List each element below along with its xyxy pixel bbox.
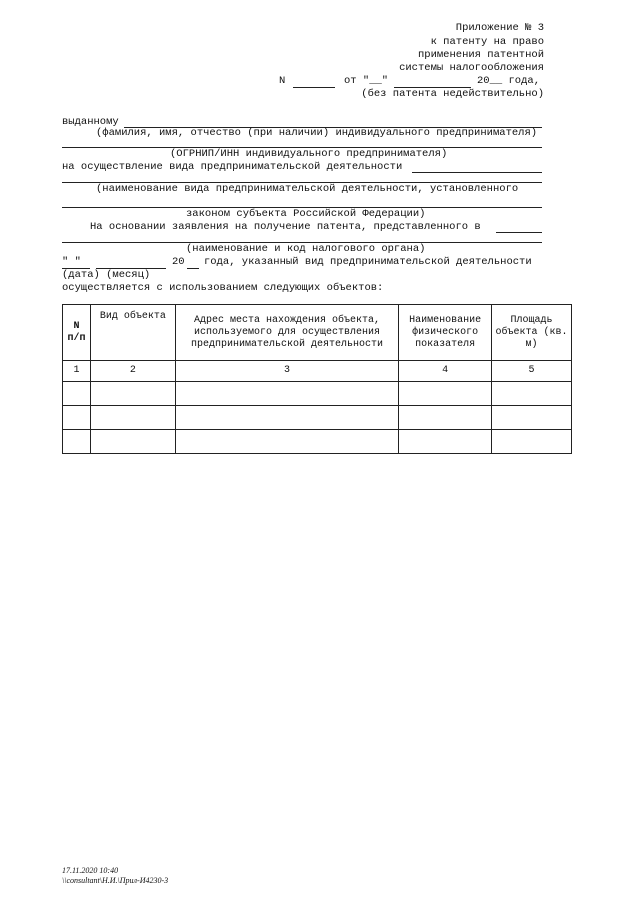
table-cell[interactable] [63,430,91,454]
column-header-object-type: Вид объекта [90,305,175,361]
table-cell[interactable] [175,406,398,430]
patent-number-prefix: N [279,75,286,87]
appendix-title: Приложение № 3 [455,22,544,34]
table-cell[interactable] [492,430,572,454]
patent-number-field[interactable] [293,87,335,88]
table-cell[interactable] [399,406,492,430]
activity-caption: (наименование вида предпринимательской деятельности, установленного [96,183,519,195]
date-caption: (дата) (месяц) [62,269,151,281]
basis-label: На основании заявления на получение патента, представленного в [90,221,481,233]
issued-to-label: выданному [62,116,119,128]
header-line-2: применения патентной [417,49,544,61]
table-cell[interactable] [90,406,175,430]
table-row [63,406,572,430]
column-header-address: Адрес места нахождения объекта, используемого для осуществления предпринимательской деятельности [175,305,398,361]
table-cell[interactable] [63,382,91,406]
header-note: (без патента недействительно) [361,88,544,100]
application-year-suffix: года, указанный вид предпринимательской деятельности [204,256,532,268]
patent-date-day: от "__" [344,75,389,87]
patent-date-year: 20__ года, [477,75,541,87]
table-cell[interactable] [63,406,91,430]
table-cell[interactable] [175,382,398,406]
column-header-physical-indicator: Наименование физического показателя [399,305,492,361]
table-number-row [63,361,572,382]
table-header-row [63,305,572,361]
activity-field[interactable] [412,172,542,173]
column-number-3: 3 [175,361,398,382]
table-cell[interactable] [399,430,492,454]
application-date-day: " " [62,256,81,268]
header-line-3: системы налогообложения [399,62,544,74]
objects-table [62,304,572,454]
column-number-1: 1 [63,361,91,382]
table-cell[interactable] [90,382,175,406]
application-year-prefix: 20 [172,256,185,268]
table-cell[interactable] [399,382,492,406]
fio-caption: (фамилия, имя, отчество (при наличии) индивидуального предпринимателя) [96,127,538,139]
table-cell[interactable] [492,382,572,406]
application-year-field[interactable] [187,268,199,269]
column-header-area: Площадь объекта (кв. м) [492,305,572,361]
column-header-number: N п/п [63,305,91,361]
column-number-5: 5 [492,361,572,382]
header-line-1: к патенту на право [430,36,544,48]
footer-timestamp: 17.11.2020 10:40 [62,866,119,875]
column-number-4: 4 [399,361,492,382]
tax-org-field[interactable] [496,232,542,233]
table-cell[interactable] [90,430,175,454]
column-number-2: 2 [90,361,175,382]
activity-label: на осуществление вида предпринимательской деятельности [62,161,403,173]
law-caption: законом субъекта Российской Федерации) [186,208,426,220]
ogrnip-caption: (ОГРНИП/ИНН индивидуального предпринимателя) [170,148,448,160]
objects-label: осуществляется с использованием следующих объектов: [62,282,384,294]
table-cell[interactable] [175,430,398,454]
table-row [63,382,572,406]
footer-source: \\consultant\Н.И.\Прил-И4230-3 [62,876,169,885]
tax-org-caption: (наименование и код налогового органа) [186,243,426,255]
table-row [63,430,572,454]
table-cell[interactable] [492,406,572,430]
